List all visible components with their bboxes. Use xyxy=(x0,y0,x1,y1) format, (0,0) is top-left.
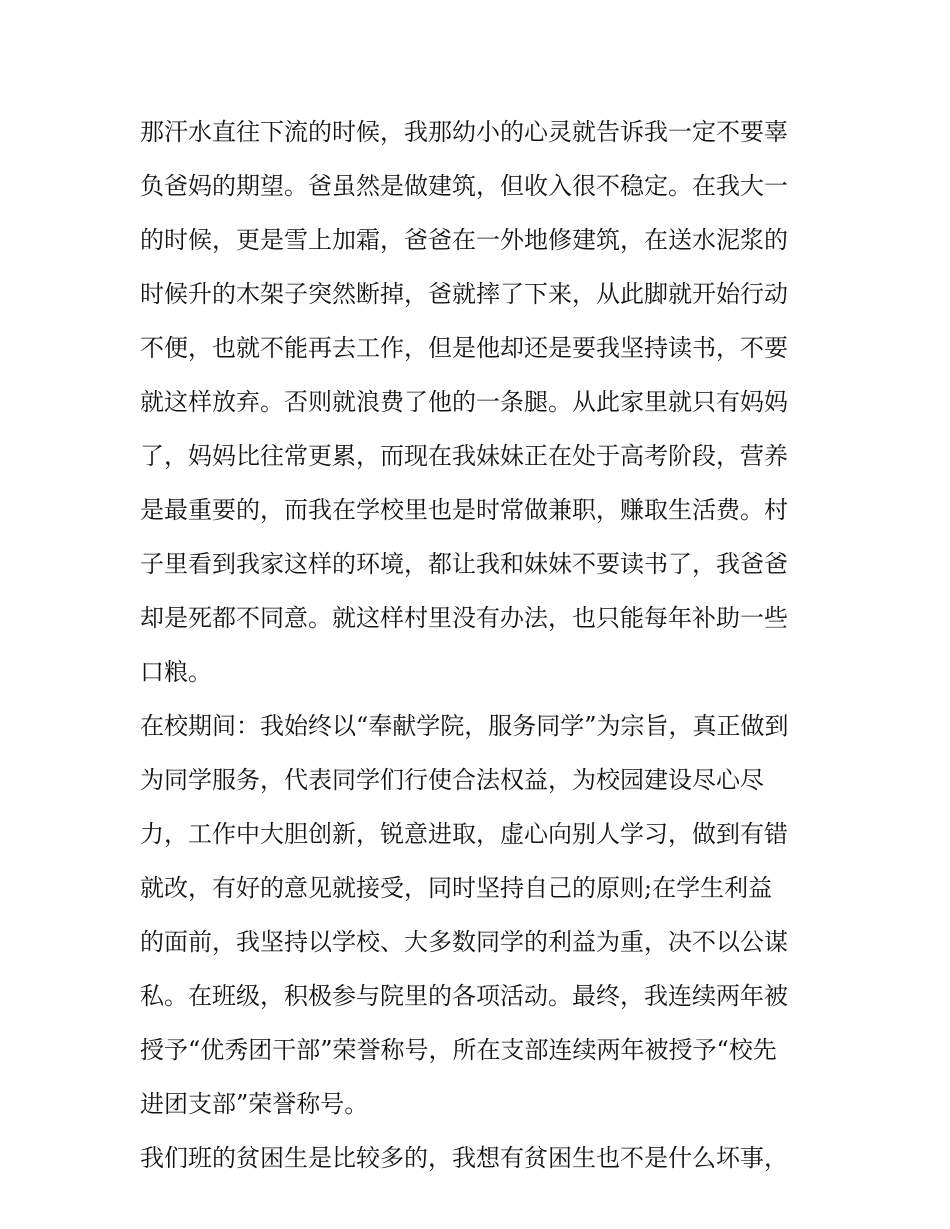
text-line: 私。在班级，积极参与院里的各项活动。最终，我连续两年被 xyxy=(140,982,788,1010)
text-line: 时候升的木架子突然断掉，爸就摔了下来，从此脚就开始行动 xyxy=(140,280,788,308)
text-line: 的面前，我坚持以学校、大多数同学的利益为重，决不以公谋 xyxy=(140,928,788,956)
text-line: 的时候，更是雪上加霜，爸爸在一外地修建筑，在送水泥浆的 xyxy=(140,226,788,254)
text-line: 却是死都不同意。就这样村里没有办法，也只能每年补助一些 xyxy=(140,604,788,632)
text-line: 力，工作中大胆创新，锐意进取，虚心向别人学习，做到有错 xyxy=(140,820,788,848)
text-line: 了，妈妈比往常更累，而现在我妹妹正在处于高考阶段，营养 xyxy=(140,442,788,470)
text-line: 子里看到我家这样的环境，都让我和妹妹不要读书了，我爸爸 xyxy=(140,550,788,578)
text-line: 就这样放弃。否则就浪费了他的一条腿。从此家里就只有妈妈 xyxy=(140,388,788,416)
text-line: 我们班的贫困生是比较多的，我想有贫困生也不是什么坏事， xyxy=(140,1144,788,1172)
text-line: 授予“优秀团干部”荣誉称号，所在支部连续两年被授予“校先 xyxy=(140,1036,777,1064)
text-line: 在校期间：我始终以“奉献学院，服务同学”为宗旨，真正做到 xyxy=(140,712,789,740)
text-line: 为同学服务，代表同学们行使合法权益，为校园建设尽心尽 xyxy=(140,766,764,794)
text-line: 负爸妈的期望。爸虽然是做建筑，但收入很不稳定。在我大一 xyxy=(140,172,788,200)
body-text xyxy=(140,105,820,1185)
text-line: 进团支部”荣誉称号。 xyxy=(140,1090,369,1118)
text-line: 口粮。 xyxy=(140,658,212,686)
text-line: 就改，有好的意见就接受，同时坚持自己的原则;在学生利益 xyxy=(140,874,773,902)
text-line: 那汗水直往下流的时候，我那幼小的心灵就告诉我一定不要辜 xyxy=(140,118,788,146)
text-line: 是最重要的，而我在学校里也是时常做兼职，赚取生活费。村 xyxy=(140,496,788,524)
text-line: 不便，也就不能再去工作，但是他却还是要我坚持读书，不要 xyxy=(140,334,788,362)
